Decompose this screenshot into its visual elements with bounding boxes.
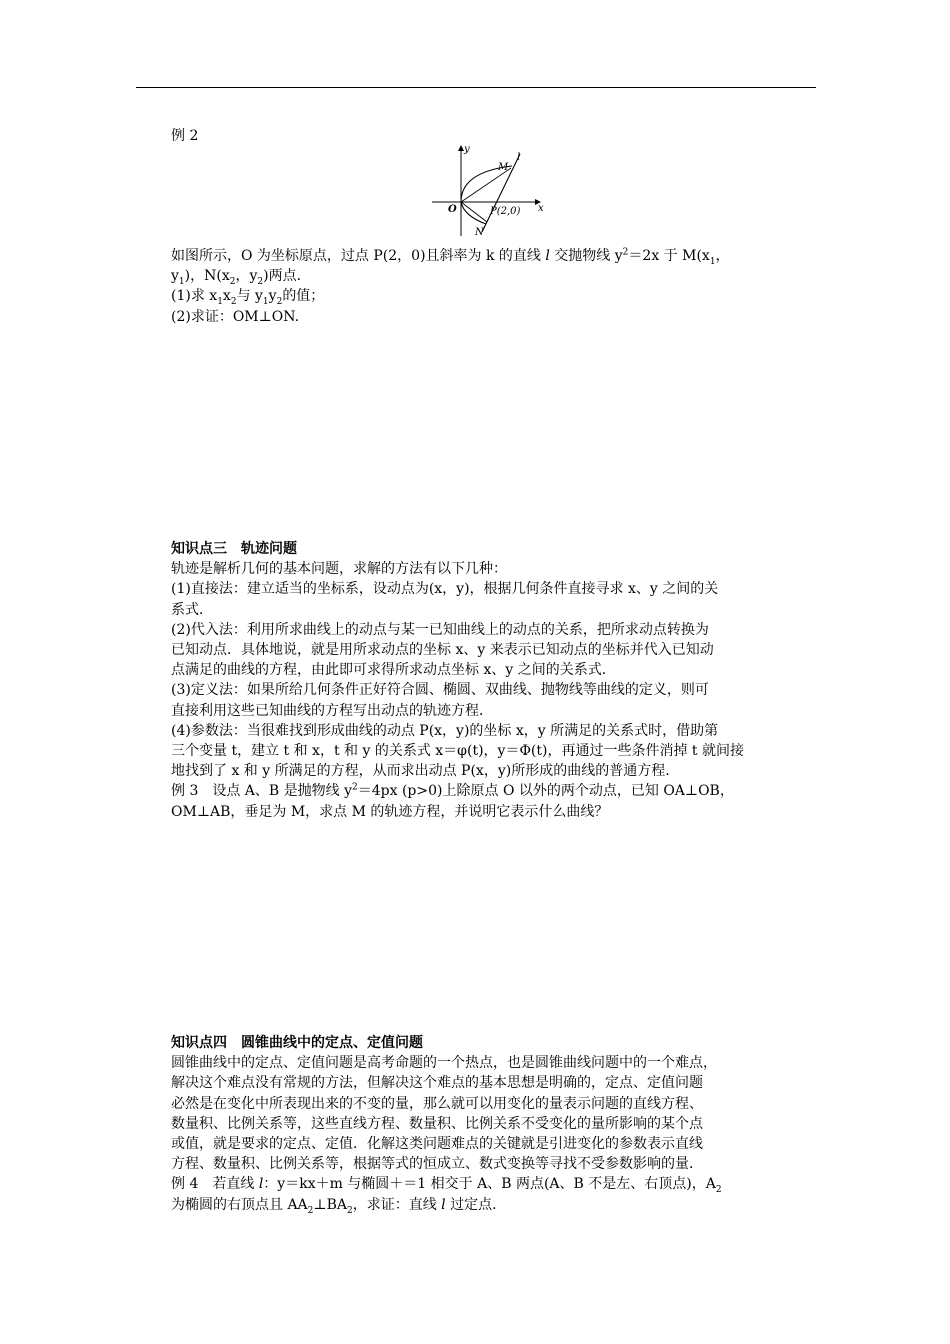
example-3-line2: OM⊥AB，垂足为 M，求点 M 的轨迹方程，并说明它表示什么曲线？ xyxy=(171,803,609,820)
k3-line: 已知动点．具体地说，就是用所求动点的坐标 x、y 来表示已知动点的坐标并代入已知动 xyxy=(171,642,714,659)
example-2-text xyxy=(171,246,821,327)
k3-line: 点满足的曲线的方程，由此即可求得所求动点坐标 x、y 之间的关系式． xyxy=(171,662,616,679)
k4-line: 或值，就是要求的定点、定值．化解这类问题难点的关键就是引进变化的参数表示直线 xyxy=(171,1136,703,1153)
k3-line: (2)代入法：利用所求曲线上的动点与某一已知曲线上的动点的关系，把所求动点转换为 xyxy=(171,621,709,638)
header-rule xyxy=(136,87,816,88)
label-y: y xyxy=(464,144,470,155)
label-p: P(2,0) xyxy=(490,206,521,217)
example-2-label: 例 2 xyxy=(171,128,199,144)
k3-line: (1)直接法：建立适当的坐标系，设动点为(x，y)，根据几何条件直接寻求 x、y 之间的关 xyxy=(171,581,719,598)
example-2-question-2: (2)求证：OM⊥ON. xyxy=(171,308,300,325)
k3-line: 系式． xyxy=(171,601,213,618)
label-m: M xyxy=(498,162,509,173)
k3-line: (3)定义法：如果所给几何条件正好符合圆、椭圆、双曲线、抛物线等曲线的定义，则可 xyxy=(171,682,709,699)
example-2-problem-line2: $y_1$)，$N(x_2$，$y_2$)两点． xyxy=(171,268,311,287)
label-x: x xyxy=(538,203,544,214)
label-l: l xyxy=(517,152,521,163)
example-4-line2: 为椭圆的右顶点且 $AA_2\perp BA_2$，求证：直线 l 过定点． xyxy=(171,1196,507,1216)
k3-line: (4)参数法：当很难找到形成曲线的动点 P(x，y)的坐标 x，y 所满足的关系式时，借助第 xyxy=(171,722,719,739)
k3-line: 直接利用这些已知曲线的方程写出动点的轨迹方程． xyxy=(171,702,493,719)
k3-line: 轨迹是解析几何的基本问题，求解的方法有以下几种： xyxy=(171,561,507,578)
k4-line: 圆锥曲线中的定点、定值问题是高考命题的一个热点，也是圆锥曲线问题中的一个难点， xyxy=(171,1055,717,1072)
parabola-figure xyxy=(428,142,554,238)
k3-line: 三个变量 t，建立 t 和 x，t 和 y 的关系式 x＝φ(t)，y＝Φ(t)，再通过一些条件消掉 t 就间接 xyxy=(171,743,744,760)
k4-line: 方程、数量积、比例关系等，根据等式的恒成立、数式变换等寻找不受参数影响的量． xyxy=(171,1156,703,1173)
example-2-question-1: (1)求 $x_1x_2$与 $y_1y_2$的值； xyxy=(171,288,325,308)
k3-line: 地找到了 x 和 y 所满足的方程，从而求出动点 P(x，y)所形成的曲线的普通方程． xyxy=(171,763,680,780)
example-3-line1: 例 3 设点 A、B 是抛物线 $y^2=4px$ (p>0)上除原点 O 以外的两个动点，已知 OA⊥OB， xyxy=(171,782,734,800)
example-2-problem-line1: 如图所示，O 为坐标原点，过点 P(2，0)且斜率为 k 的直线 l 交抛物线 $y^2=2x$ 于 $M(x_1$， xyxy=(171,247,730,267)
label-o: O xyxy=(448,204,457,215)
knowledge-point-3 xyxy=(171,539,821,822)
segment-on xyxy=(461,202,487,222)
k4-line: 解决这个难点没有常规的方法，但解决这个难点的基本思想是明确的，定点、定值问题 xyxy=(171,1075,703,1092)
example-4-line1: 例 4 若直线 l：y＝kx＋m 与椭圆＋＝1 相交于 A、B 两点(A、B 不是左、右顶点)，$A_2$ xyxy=(171,1176,722,1196)
k4-line: 数量积、比例关系等，这些直线方程、数量积、比例关系不受变化的量所影响的某个点 xyxy=(171,1115,703,1132)
segment-om xyxy=(461,168,511,202)
k4-line: 必然是在变化中所表现出来的不变的量，那么就可以用变化的量表示问题的直线方程、 xyxy=(171,1095,703,1112)
k3-title: 知识点三 轨迹问题 xyxy=(171,541,297,557)
knowledge-point-4 xyxy=(171,1033,821,1215)
k4-title: 知识点四 圆锥曲线中的定点、定值问题 xyxy=(171,1035,423,1051)
label-n: N xyxy=(475,227,484,238)
